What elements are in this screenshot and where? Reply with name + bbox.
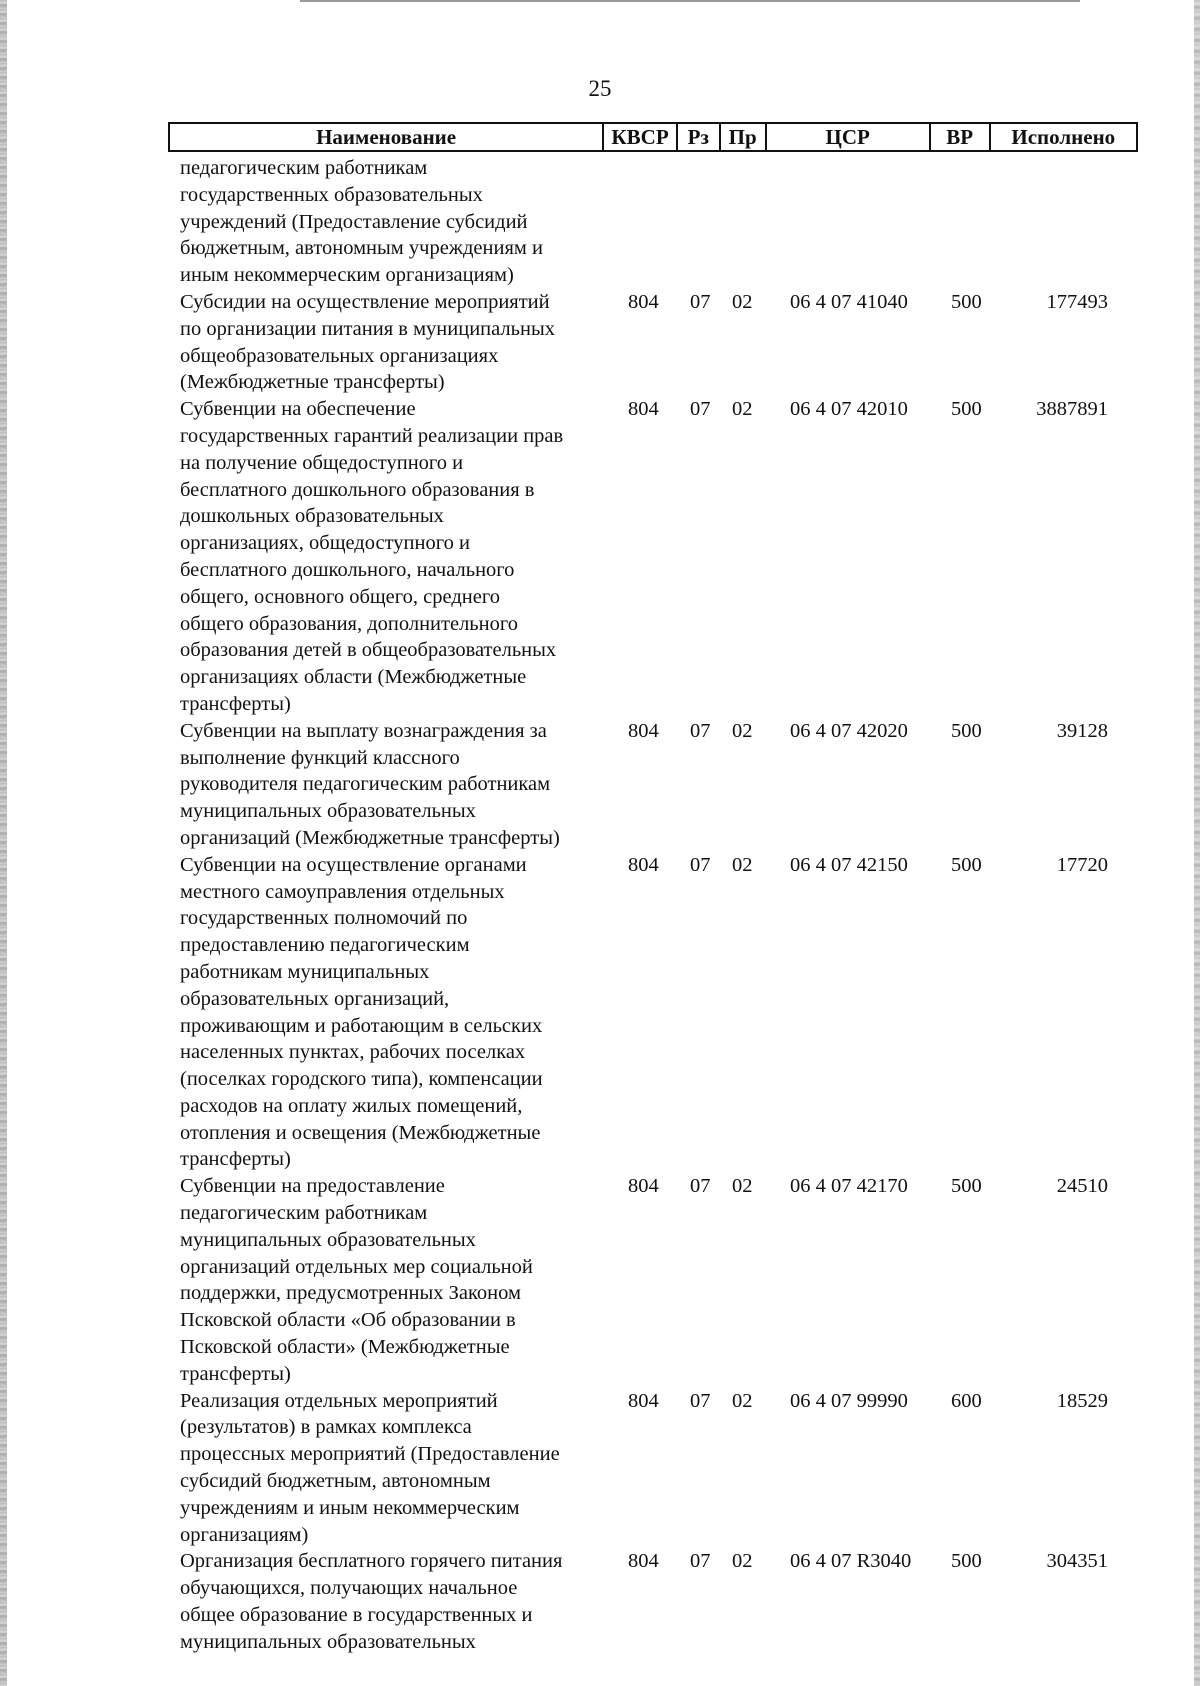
row-pr: 02 — [732, 853, 753, 876]
row-name-line: трансферты) — [180, 692, 291, 715]
row-name-line: образовательных организаций, — [180, 987, 450, 1010]
row-pr: 02 — [732, 398, 753, 421]
row-name-line: (поселках городского типа), компенсации — [180, 1068, 543, 1091]
row-vr: 500 — [951, 1550, 982, 1573]
row-name-line: организациям) — [180, 1523, 309, 1546]
row-name — [180, 289, 604, 396]
row-name-line: бесплатного дошкольного образования в — [180, 478, 535, 501]
table-row — [180, 1173, 1140, 1387]
row-name-line: (Межбюджетные трансферты) — [180, 371, 445, 394]
header-kvsr: КВСР — [604, 124, 678, 150]
row-name-line: общее образование в государственных и — [180, 1604, 533, 1627]
row-kvsr: 804 — [628, 1389, 659, 1412]
row-csr: 06 4 07 41040 — [790, 290, 908, 313]
row-name — [180, 396, 604, 718]
row-name-line: работникам муниципальных — [180, 960, 430, 983]
row-name — [180, 1548, 604, 1655]
row-rz: 07 — [690, 1550, 711, 1573]
row-ispolneno: 24510 — [1056, 1175, 1108, 1198]
row-name-line: (результатов) в рамках комплекса — [180, 1416, 472, 1439]
row-name-line: Субвенции на предоставление — [180, 1175, 445, 1198]
row-name — [180, 1388, 604, 1549]
row-ispolneno: 39128 — [1056, 719, 1108, 742]
row-name-line: государственных полномочий по — [180, 907, 468, 930]
row-kvsr: 804 — [628, 1550, 659, 1573]
row-name-line: населенных пунктах, рабочих поселках — [180, 1041, 526, 1064]
row-vr: 500 — [951, 853, 982, 876]
row-rz: 07 — [690, 853, 711, 876]
row-name-line: бюджетным, автономным учреждениям и — [180, 237, 543, 260]
row-pr: 02 — [732, 719, 753, 742]
row-name-line: муниципальных образовательных — [180, 1630, 476, 1653]
scan-edge-left — [0, 0, 7, 1686]
row-name-line: муниципальных образовательных — [180, 1228, 476, 1251]
table-row — [180, 1388, 1140, 1549]
header-csr: ЦСР — [767, 124, 931, 150]
page-number: 25 — [588, 76, 612, 101]
table-body — [180, 155, 1140, 1656]
row-name-line: учреждениям и иным некоммерческим — [180, 1496, 520, 1519]
row-kvsr: 804 — [628, 853, 659, 876]
table-row — [180, 1548, 1140, 1655]
row-kvsr: 804 — [628, 290, 659, 313]
row-name-line: педагогическим работникам — [180, 157, 428, 179]
header-rz: Рз — [678, 124, 721, 150]
row-ispolneno: 177493 — [1046, 290, 1108, 313]
row-name-line: Реализация отдельных мероприятий — [180, 1389, 498, 1412]
row-pr: 02 — [732, 290, 753, 313]
row-name-line: Псковской области «Об образовании в — [180, 1309, 516, 1332]
row-name — [180, 1173, 604, 1387]
row-name-line: организациях, общедоступного и — [180, 532, 470, 555]
row-name-line: педагогическим работникам — [180, 1202, 428, 1225]
row-name-line: отопления и освещения (Межбюджетные — [180, 1121, 541, 1144]
row-name-line: местного самоуправления отдельных — [180, 880, 505, 903]
row-ispolneno: 304351 — [1046, 1550, 1108, 1573]
row-name-line: руководителя педагогическим работникам — [180, 773, 551, 796]
row-rz: 07 — [690, 398, 711, 421]
table-row — [180, 289, 1140, 396]
row-name-line: образования детей в общеобразовательных — [180, 639, 557, 662]
row-csr: 06 4 07 42150 — [790, 853, 908, 876]
row-ispolneno: 18529 — [1056, 1389, 1108, 1412]
table-row — [180, 155, 1140, 289]
row-csr: 06 4 07 42170 — [790, 1175, 908, 1198]
row-name — [180, 718, 604, 852]
row-pr: 02 — [732, 1550, 753, 1573]
row-name-line: процессных мероприятий (Предоставление — [180, 1443, 560, 1466]
row-name-line: Субсидии на осуществление мероприятий — [180, 290, 550, 313]
row-name-line: иным некоммерческим организациям) — [180, 264, 514, 287]
row-name-line: предоставлению педагогическим — [180, 934, 470, 957]
row-vr: 500 — [951, 398, 982, 421]
row-name-line: государственных образовательных — [180, 183, 483, 206]
row-pr: 02 — [732, 1175, 753, 1198]
row-ispolneno: 3887891 — [1036, 398, 1108, 421]
row-name-line: государственных гарантий реализации прав — [180, 424, 564, 447]
row-name-line: организациях области (Межбюджетные — [180, 666, 527, 689]
row-name-line: обучающихся, получающих начальное — [180, 1577, 518, 1600]
row-name-line: общеобразовательных организациях — [180, 344, 499, 367]
row-name-line: бесплатного дошкольного, начального — [180, 558, 515, 581]
table-header — [168, 122, 1138, 152]
row-name-line: поддержки, предусмотренных Законом — [180, 1282, 521, 1305]
row-ispolneno: 17720 — [1056, 853, 1108, 876]
row-name-line: трансферты) — [180, 1362, 291, 1385]
row-pr: 02 — [732, 1389, 753, 1412]
row-name-line: расходов на оплату жилых помещений, — [180, 1094, 523, 1117]
row-name-line: субсидий бюджетным, автономным — [180, 1470, 491, 1493]
row-name-line: учреждений (Предоставление субсидий — [180, 210, 528, 233]
row-name-line: дошкольных образовательных — [180, 505, 444, 528]
row-rz: 07 — [690, 290, 711, 313]
row-rz: 07 — [690, 1175, 711, 1198]
row-name-line: проживающим и работающим в сельских — [180, 1014, 543, 1037]
row-kvsr: 804 — [628, 398, 659, 421]
table-row — [180, 718, 1140, 852]
row-kvsr: 804 — [628, 1175, 659, 1198]
row-csr: 06 4 07 R3040 — [790, 1550, 912, 1573]
row-name-line: выполнение функций классного — [180, 746, 460, 769]
row-kvsr: 804 — [628, 719, 659, 742]
row-name-line: муниципальных образовательных — [180, 800, 476, 823]
row-name-line: Организация бесплатного горячего питания — [180, 1550, 563, 1573]
header-name: Наименование — [170, 124, 604, 150]
row-name-line: на получение общедоступного и — [180, 451, 464, 474]
row-name-line: Субвенции на обеспечение — [180, 398, 416, 421]
table-row — [180, 396, 1140, 718]
scan-edge-top — [300, 0, 1080, 2]
row-rz: 07 — [690, 1389, 711, 1412]
row-name-line: по организации питания в муниципальных — [180, 317, 556, 340]
row-name-line: Псковской области» (Межбюджетные — [180, 1336, 510, 1359]
row-name-line: общего образования, дополнительного — [180, 612, 519, 635]
row-name-line: Субвенции на выплату вознаграждения за — [180, 719, 547, 742]
table-row — [180, 852, 1140, 1174]
row-csr: 06 4 07 42010 — [790, 398, 908, 421]
row-name — [180, 852, 604, 1174]
row-vr: 500 — [951, 1175, 982, 1198]
row-name — [180, 155, 604, 289]
row-vr: 500 — [951, 719, 982, 742]
row-name-line: общего, основного общего, среднего — [180, 585, 501, 608]
row-rz: 07 — [690, 719, 711, 742]
header-pr: Пр — [721, 124, 767, 150]
row-name-line: организаций (Межбюджетные трансферты) — [180, 826, 560, 849]
row-vr: 500 — [951, 290, 982, 313]
row-csr: 06 4 07 42020 — [790, 719, 908, 742]
row-name-line: трансферты) — [180, 1148, 291, 1171]
header-ispolneno: Исполнено — [1011, 124, 1116, 149]
header-vr: ВР — [931, 124, 991, 150]
row-name-line: Субвенции на осуществление органами — [180, 853, 527, 876]
row-vr: 600 — [951, 1389, 982, 1412]
row-csr: 06 4 07 99990 — [790, 1389, 908, 1412]
scan-edge-right — [1194, 0, 1200, 1686]
row-name-line: организаций отдельных мер социальной — [180, 1255, 533, 1278]
